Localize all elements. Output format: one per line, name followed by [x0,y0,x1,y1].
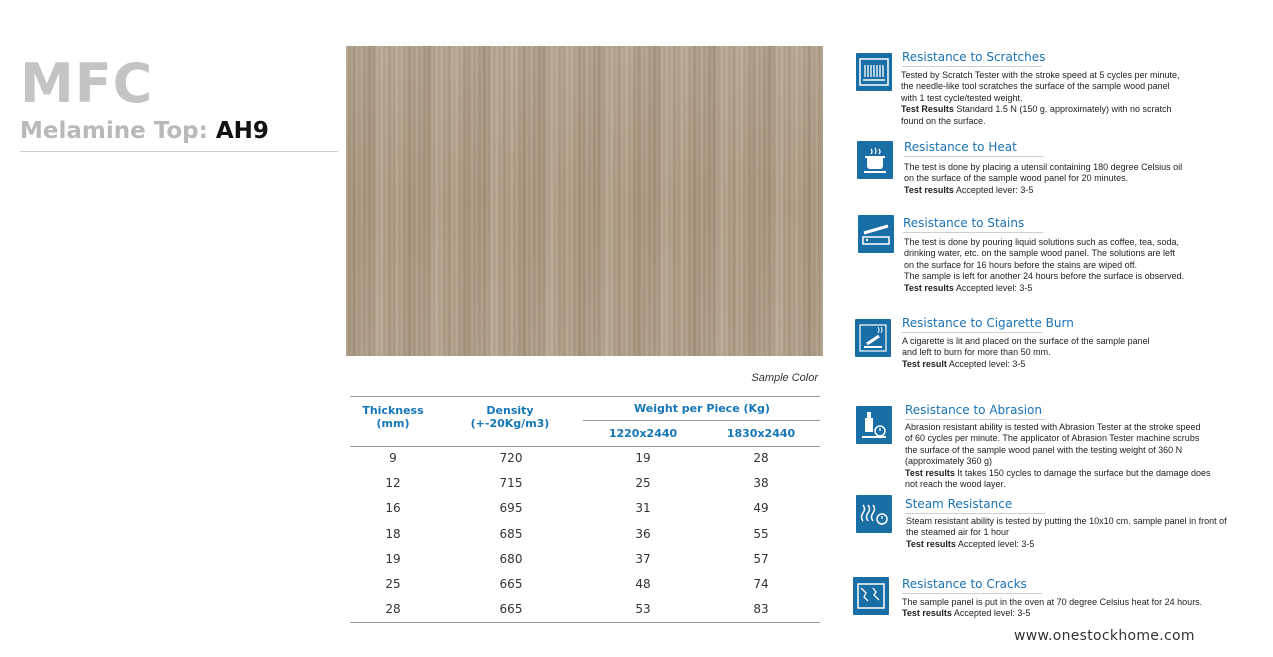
property-title: Resistance to Cigarette Burn [902,316,1074,330]
table-cell-w2: 49 [753,501,769,515]
test-result-line [901,104,1179,115]
table-cell-thickness: 12 [385,476,401,490]
table-cell-thickness: 25 [385,577,401,591]
property-title-rule [902,593,1042,594]
product-code: AH9 [215,118,269,144]
property-description [904,237,1184,294]
test-result-label: Test results [904,184,954,195]
table-sub-rule [583,420,820,421]
property-description [902,336,1150,370]
property-title: Resistance to Scratches [902,50,1046,64]
description-line: Tested by Scratch Tester with the stroke speed at 5 cycles per minute, [901,70,1180,80]
description-line: The sample is left for another 24 hours before the surface is observed. [904,271,1185,282]
wood-sample-image [346,46,823,356]
property-title: Resistance to Abrasion [905,403,1042,417]
test-result-line [902,608,1202,619]
description-line: of 60 cycles per minute. The applicator of Abrasion Tester machine scrubs [905,433,1200,444]
table-cell-density: 720 [499,451,523,465]
property-title-rule [903,232,1043,233]
title-divider [20,151,338,152]
abrasion-icon [856,406,892,444]
table-cell-w2: 74 [753,577,769,591]
test-result-line [902,359,1150,370]
table-cell-w2: 55 [753,527,769,541]
description-line: on the surface of the sample wood panel for 20 minutes. [904,173,1129,184]
property-title: Resistance to Cracks [902,577,1027,591]
table-cell-w2: 38 [753,476,769,490]
table-cell-density: 685 [499,527,523,541]
test-result-line [905,468,1211,479]
table-top-rule [350,396,820,397]
table-cell-w1: 36 [635,527,651,541]
sample-caption: Sample Color [751,372,818,384]
test-result-label: Test Results [901,104,954,115]
product-subtitle [20,116,338,146]
website-url: www.onestockhome.com [1014,628,1195,644]
product-title: MFC [20,52,154,115]
property-title-rule [905,419,1045,420]
property-description [906,516,1227,550]
test-result-line [904,185,1182,196]
test-result-extra: found on the surface. [901,115,986,126]
test-result-label: Test result [902,358,947,369]
table-cell-w1: 19 [635,451,651,465]
test-result-text: Accepted level: 3-5 [955,282,1033,293]
test-result-text: Standard 1.5 N (150 g. approximately) with no scratch [956,104,1172,115]
steam-icon [856,495,892,533]
test-result-text: It takes 150 cycles to damage the surface but the damage does [957,467,1211,478]
description-line: Steam resistant ability is tested by putting the 10x10 cm. sample panel in front of [906,516,1227,526]
table-cell-w1: 53 [635,602,651,616]
description-line: (approximately 360 g) [905,456,993,467]
property-title: Resistance to Heat [904,140,1017,154]
table-cell-thickness: 28 [385,602,401,616]
table-cell-w1: 25 [635,476,651,490]
property-description [902,597,1202,620]
description-line: the steamed air for 1 hour [906,527,1010,538]
description-line: A cigarette is lit and placed on the surface of the sample panel [902,336,1150,346]
property-title-rule [904,156,1044,157]
table-cell-thickness: 9 [389,451,397,465]
table-cell-density: 695 [499,501,523,515]
header-thickness: Thickness (mm) [362,404,424,430]
header-size-b: 1830x2440 [726,427,796,440]
header-density: Density (+-20Kg/m3) [470,404,550,430]
table-cell-w1: 37 [635,552,651,566]
property-title-rule [905,513,1045,514]
header-weight: Weight per Piece (Kg) [634,402,770,415]
table-cell-w2: 83 [753,602,769,616]
property-title: Steam Resistance [905,497,1013,511]
header-size-a: 1220x2440 [608,427,678,440]
property-title-rule [902,66,1042,67]
test-result-line [906,539,1227,550]
table-cell-density: 715 [499,476,523,490]
table-cell-w1: 48 [635,577,651,591]
test-result-label: Test results [902,608,952,619]
table-cell-thickness: 18 [385,527,401,541]
description-line: on the surface for 16 hours before the stains are wiped off. [904,259,1137,270]
title-block [20,52,338,146]
description-line: with 1 test cycle/tested weight. [901,92,1023,103]
table-header-rule [350,446,820,447]
test-result-text: Accepted level: 3-5 [948,358,1026,369]
table-cell-thickness: 16 [385,501,401,515]
property-title: Resistance to Stains [903,216,1025,230]
description-line: and left to burn for more than 50 mm. [902,347,1051,358]
test-result-line [904,283,1184,294]
table-cell-density: 680 [499,552,523,566]
table-cell-density: 665 [499,577,523,591]
heat-icon [857,141,893,179]
test-result-text: Accepted level: 3-5 [953,608,1031,619]
test-result-text: Accepted level: 3-5 [957,538,1035,549]
crack-icon [853,577,889,615]
table-cell-w2: 57 [753,552,769,566]
cigarette-icon [855,319,891,357]
property-description [905,422,1211,490]
test-result-extra: not reach the wood layer. [905,479,1006,490]
table-cell-w1: 31 [635,501,651,515]
stain-icon [858,215,894,253]
table-cell-thickness: 19 [385,552,401,566]
table-bottom-rule [350,622,820,623]
property-description [901,70,1179,127]
test-result-label: Test results [904,282,954,293]
table-cell-density: 665 [499,602,523,616]
description-line: Abrasion resistant ability is tested with Abrasion Tester at the stroke speed [905,422,1201,432]
test-result-text: Accepted lever: 3-5 [955,184,1034,195]
table-cell-w2: 28 [753,451,769,465]
property-description [904,162,1182,196]
description-line: drinking water, etc. on the sample wood panel. The solutions are left [904,248,1175,259]
subtitle-prefix: Melamine Top: [20,118,208,144]
description-line: the needle-like tool scratches the surface of the sample wood panel [901,81,1170,92]
scratch-icon [856,53,892,91]
test-result-label: Test results [905,467,955,478]
description-line: the surface of the sample wood panel with the testing weight of 360 N [905,444,1183,455]
description-line: The test is done by pouring liquid solutions such as coffee, tea, soda, [904,237,1180,247]
property-title-rule [902,332,1042,333]
description-line: The test is done by placing a utensil containing 180 degree Celsius oil [904,162,1183,172]
test-result-label: Test results [906,538,956,549]
description-line: The sample panel is put in the oven at 70 degree Celsius heat for 24 hours. [902,597,1203,607]
